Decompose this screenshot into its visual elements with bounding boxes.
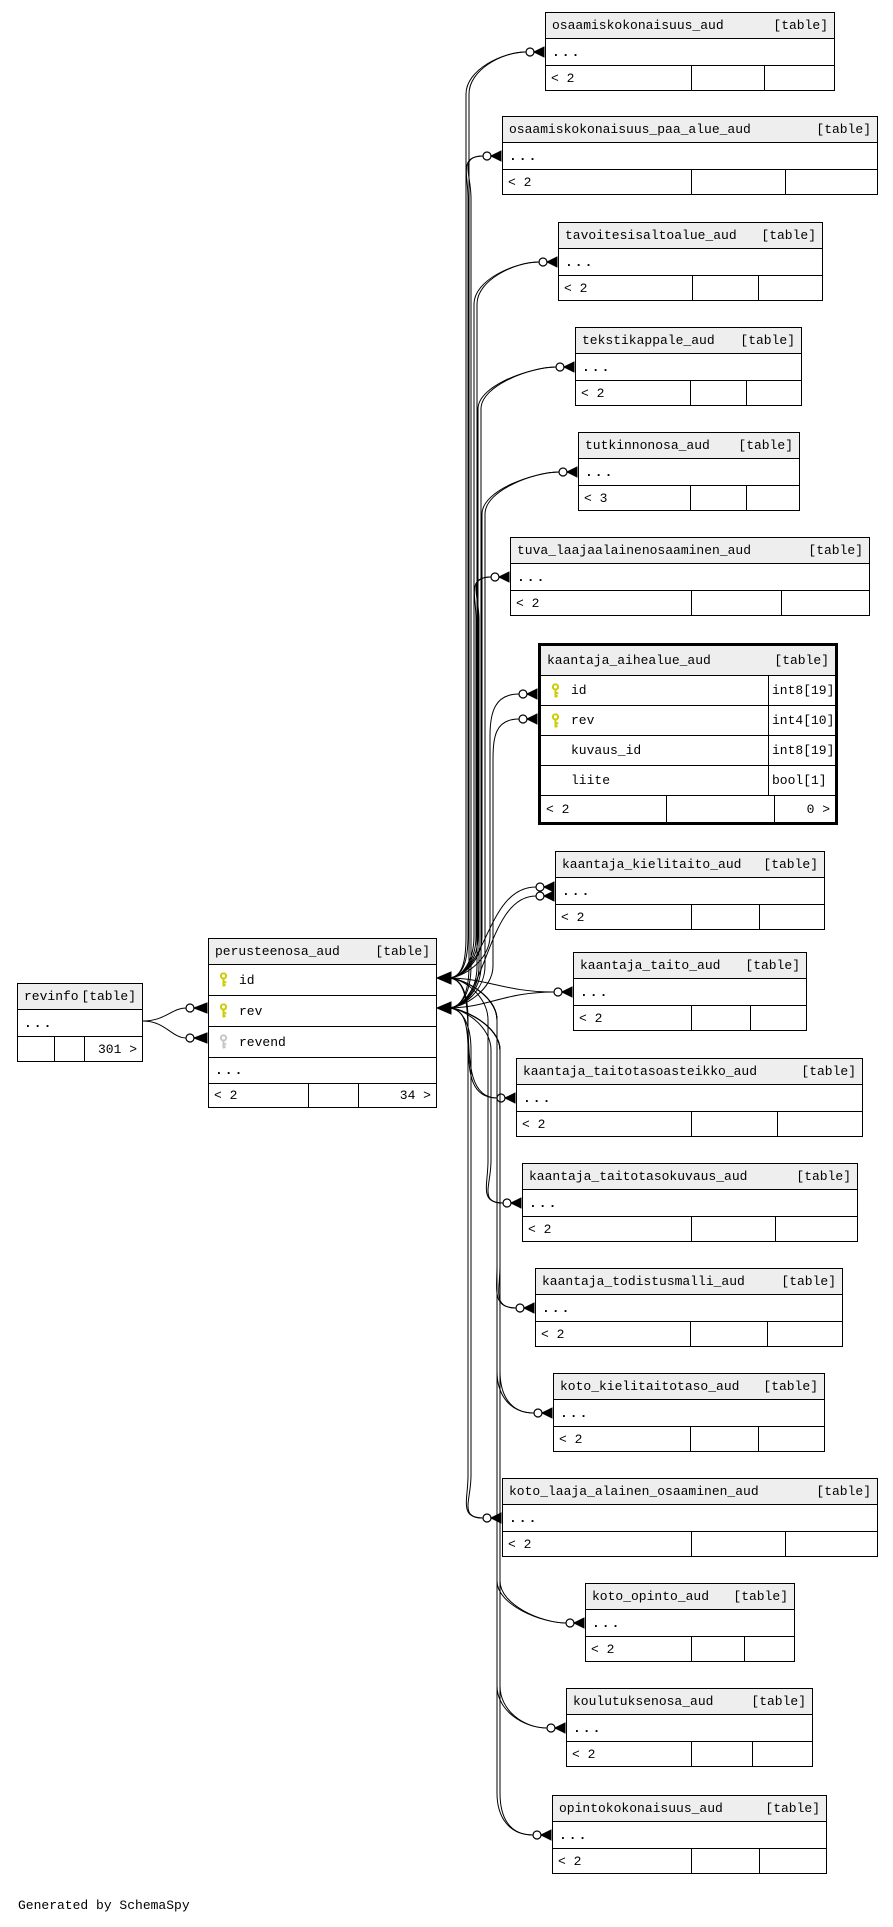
column-name: id [571,683,587,698]
footer-children-count: < 2 [581,385,605,401]
columns-ellipsis: ... [576,354,801,381]
footer-mid-cell [691,1532,785,1556]
footer-children-count: < 2 [579,1010,603,1026]
footer-mid-cell [54,1037,84,1061]
table-type-tag: [table] [761,228,816,243]
columns-ellipsis: ... [586,1610,794,1637]
table-name[interactable]: osaamiskokonaisuus_aud [552,18,724,33]
footer-mid-cell [666,796,774,822]
column-name: liite [571,773,611,788]
table-type-tag: [table] [375,944,430,959]
table-name[interactable]: perusteenosa_aud [215,944,340,959]
table-header[interactable] [576,328,801,354]
column-type: int8[19] [768,736,835,765]
footer-children-count: < 2 [516,595,540,611]
table-footer [576,381,801,405]
column-type: int8[19] [768,676,835,705]
table-type-tag: [table] [763,857,818,872]
table-name[interactable]: koto_kielitaitotaso_aud [560,1379,740,1394]
footer-parents-count [746,486,799,510]
columns-ellipsis: ... [503,1505,877,1532]
table-name[interactable]: koto_opinto_aud [592,1589,710,1604]
footer-mid-cell [692,276,758,300]
table-type-tag: [table] [740,333,795,348]
footer-children-count: < 2 [528,1221,552,1237]
table-type-tag: [table] [796,1169,851,1184]
table-name[interactable]: kaantaja_taito_aud [580,958,721,973]
table-kaantaja_todistusmalli_aud[interactable] [535,1268,843,1347]
footer-children-count: < 2 [541,1326,565,1342]
column-type: bool[1] [768,766,835,795]
footer-parents-count [759,905,824,929]
table-footer [554,1427,824,1451]
table-revinfo[interactable] [17,983,143,1062]
table-type-tag: [table] [816,1484,871,1499]
table-perusteenosa_aud[interactable] [208,938,437,1108]
table-footer [553,1849,826,1873]
footer-parents-count [775,1217,857,1241]
footer-mid-cell [690,486,746,510]
footer-mid-cell [691,1006,750,1030]
table-footer [541,796,835,822]
table-name[interactable]: kaantaja_aihealue_aud [547,653,711,668]
footer-parents-count [764,66,834,90]
column-name: id [239,972,255,988]
primary-key-icon [218,973,229,988]
footer-mid-cell [690,381,746,405]
footer-parents-count [767,1322,842,1346]
primary-key-icon [218,1004,229,1019]
table-koulutuksenosa_aud[interactable] [566,1688,813,1767]
table-header[interactable] [503,117,877,143]
footer-parents-count [750,1006,806,1030]
primary-key-icon [550,683,561,698]
table-osaamiskokonaisuus_aud[interactable] [545,12,835,91]
columns-ellipsis: ... [18,1010,142,1037]
columns-ellipsis: ... [553,1822,826,1849]
footer-children-count: < 2 [559,1431,583,1447]
table-name[interactable]: tutkinnonosa_aud [585,438,710,453]
table-tutkinnonosa_aud[interactable] [578,432,800,511]
footer-parents-count: 301 > [84,1037,142,1061]
table-header[interactable] [567,1689,812,1715]
columns-ellipsis: ... [579,459,799,486]
footer-parents-count [746,381,801,405]
columns-ellipsis: ... [567,1715,812,1742]
footer-mid-cell [690,1427,758,1451]
column-row [541,736,835,766]
table-name[interactable]: tavoitesisaltoalue_aud [565,228,737,243]
table-name[interactable]: opintokokonaisuus_aud [559,1801,723,1816]
table-name[interactable]: kaantaja_todistusmalli_aud [542,1274,745,1289]
table-opintokokonaisuus_aud[interactable] [552,1795,827,1874]
table-header[interactable] [553,1796,826,1822]
column-type: int4[10] [768,706,835,735]
table-koto_kielitaitotaso_aud[interactable] [553,1373,825,1452]
footer-mid-cell [691,1112,777,1136]
columns-ellipsis: ... [523,1190,857,1217]
table-type-tag: [table] [781,1274,836,1289]
table-header[interactable] [546,13,834,39]
footer-parents-count [759,1849,826,1873]
table-header[interactable] [556,852,824,878]
table-footer [209,1084,436,1107]
footer-children-count: < 2 [561,909,585,925]
table-kaantaja_kielitaito_aud[interactable] [555,851,825,930]
generated-by-note: Generated by SchemaSpy [18,1898,190,1913]
table-footer [579,486,799,510]
table-header[interactable] [579,433,799,459]
table-footer [503,1532,877,1556]
table-name[interactable]: tuva_laajaalainenosaaminen_aud [517,543,752,558]
columns-ellipsis: ... [554,1400,824,1427]
footer-parents-count [785,1532,877,1556]
primary-key-icon [550,713,561,728]
table-name[interactable]: koto_laaja_alainen_osaaminen_aud [509,1484,759,1499]
table-footer [567,1742,812,1766]
table-type-tag: [table] [738,438,793,453]
table-type-tag: [table] [763,1379,818,1394]
table-header[interactable] [517,1059,862,1085]
table-type-tag: [table] [801,1064,856,1079]
table-type-tag: [table] [808,543,863,558]
table-tekstikappale_aud[interactable] [575,327,802,406]
table-header[interactable] [541,646,835,676]
footer-parents-count [785,170,877,194]
footer-mid-cell [691,1217,775,1241]
footer-parents-count [744,1637,794,1661]
footer-children-count: < 2 [522,1116,546,1132]
table-name[interactable]: revinfo [24,989,79,1004]
column-name: rev [239,1003,263,1019]
columns-ellipsis: ... [511,564,869,591]
table-type-tag: [table] [773,18,828,33]
column-name: kuvaus_id [571,743,642,758]
column-row [209,1027,436,1058]
columns-ellipsis: ... [559,249,822,276]
footer-mid-cell [691,905,759,929]
table-header[interactable] [536,1269,842,1295]
columns-ellipsis: ... [503,143,877,170]
table-type-tag: [table] [816,122,871,137]
table-name[interactable]: kaantaja_taitotasokuvaus_aud [529,1169,748,1184]
footer-parents-count [777,1112,862,1136]
nullable-key-icon [218,1035,229,1050]
footer-children-count: < 2 [564,280,588,296]
footer-mid-cell [691,1637,744,1661]
table-type-tag: [table] [81,989,136,1004]
footer-parents-count: 34 > [358,1084,436,1107]
table-header[interactable] [503,1479,877,1505]
table-kaantaja_aihealue_aud[interactable] [538,643,838,825]
table-header[interactable] [586,1584,794,1610]
footer-mid-cell [691,1849,759,1873]
footer-mid-cell [691,170,785,194]
table-header[interactable] [574,953,806,979]
columns-ellipsis: ... [536,1295,842,1322]
table-header[interactable] [511,538,869,564]
column-row [541,676,835,706]
columns-ellipsis: ... [517,1085,862,1112]
footer-children-count: < 3 [584,490,608,506]
table-koto_laaja_alainen_osaaminen_aud[interactable] [502,1478,878,1557]
footer-mid-cell [690,1322,767,1346]
columns-ellipsis: ... [556,878,824,905]
table-footer [559,276,822,300]
table-header[interactable] [18,984,142,1010]
footer-children-count: < 2 [558,1853,582,1869]
table-header[interactable] [209,939,436,965]
table-kaantaja_taito_aud[interactable] [573,952,807,1031]
columns-ellipsis: ... [546,39,834,66]
table-footer [18,1037,142,1061]
table-type-tag: [table] [733,1589,788,1604]
table-name[interactable]: kaantaja_taitotasoasteikko_aud [523,1064,758,1079]
table-type-tag: [table] [745,958,800,973]
footer-mid-cell [691,591,781,615]
footer-children-count: < 2 [572,1746,596,1762]
column-row [209,996,436,1027]
footer-parents-count [758,276,822,300]
table-header[interactable] [523,1164,857,1190]
table-name[interactable]: kaantaja_kielitaito_aud [562,857,742,872]
footer-children-count: < 2 [551,70,575,86]
table-name[interactable]: koulutuksenosa_aud [573,1694,714,1709]
columns-ellipsis: ... [574,979,806,1006]
table-type-tag: [table] [765,1801,820,1816]
table-tavoitesisaltoalue_aud[interactable] [558,222,823,301]
table-header[interactable] [559,223,822,249]
column-row [541,706,835,736]
table-name[interactable]: tekstikappale_aud [582,333,715,348]
table-footer [586,1637,794,1661]
footer-children-count: < 2 [508,174,532,190]
table-koto_opinto_aud[interactable] [585,1583,795,1662]
footer-mid-cell [308,1084,358,1107]
table-type-tag: [table] [774,653,829,668]
table-name[interactable]: osaamiskokonaisuus_paa_alue_aud [509,122,751,137]
table-osaamiskokonaisuus_paa_alue_aud[interactable] [502,116,878,195]
footer-mid-cell [691,1742,752,1766]
table-kaantaja_taitotasokuvaus_aud[interactable] [522,1163,858,1242]
table-footer [574,1006,806,1030]
table-type-tag: [table] [751,1694,806,1709]
column-name: revend [239,1034,286,1050]
table-tuva_laajaalainenosaaminen_aud[interactable] [510,537,870,616]
table-footer [511,591,869,615]
footer-children-count: < 2 [508,1536,532,1552]
table-footer [536,1322,842,1346]
table-footer [523,1217,857,1241]
column-name: rev [571,713,595,728]
column-row [209,965,436,996]
footer-children-count: < 2 [546,801,570,817]
table-footer [503,170,877,194]
footer-children-count [18,1037,54,1061]
table-kaantaja_taitotasoasteikko_aud[interactable] [516,1058,863,1137]
table-header[interactable] [554,1374,824,1400]
footer-children-count: < 2 [591,1641,615,1657]
table-footer [546,66,834,90]
footer-mid-cell [691,66,764,90]
column-row [541,766,835,796]
columns-ellipsis: ... [209,1058,436,1084]
footer-parents-count [781,591,869,615]
footer-parents-count [752,1742,812,1766]
footer-parents-count: 0 > [774,796,835,822]
footer-children-count: < 2 [214,1088,238,1103]
table-footer [556,905,824,929]
footer-parents-count [758,1427,824,1451]
table-footer [517,1112,862,1136]
